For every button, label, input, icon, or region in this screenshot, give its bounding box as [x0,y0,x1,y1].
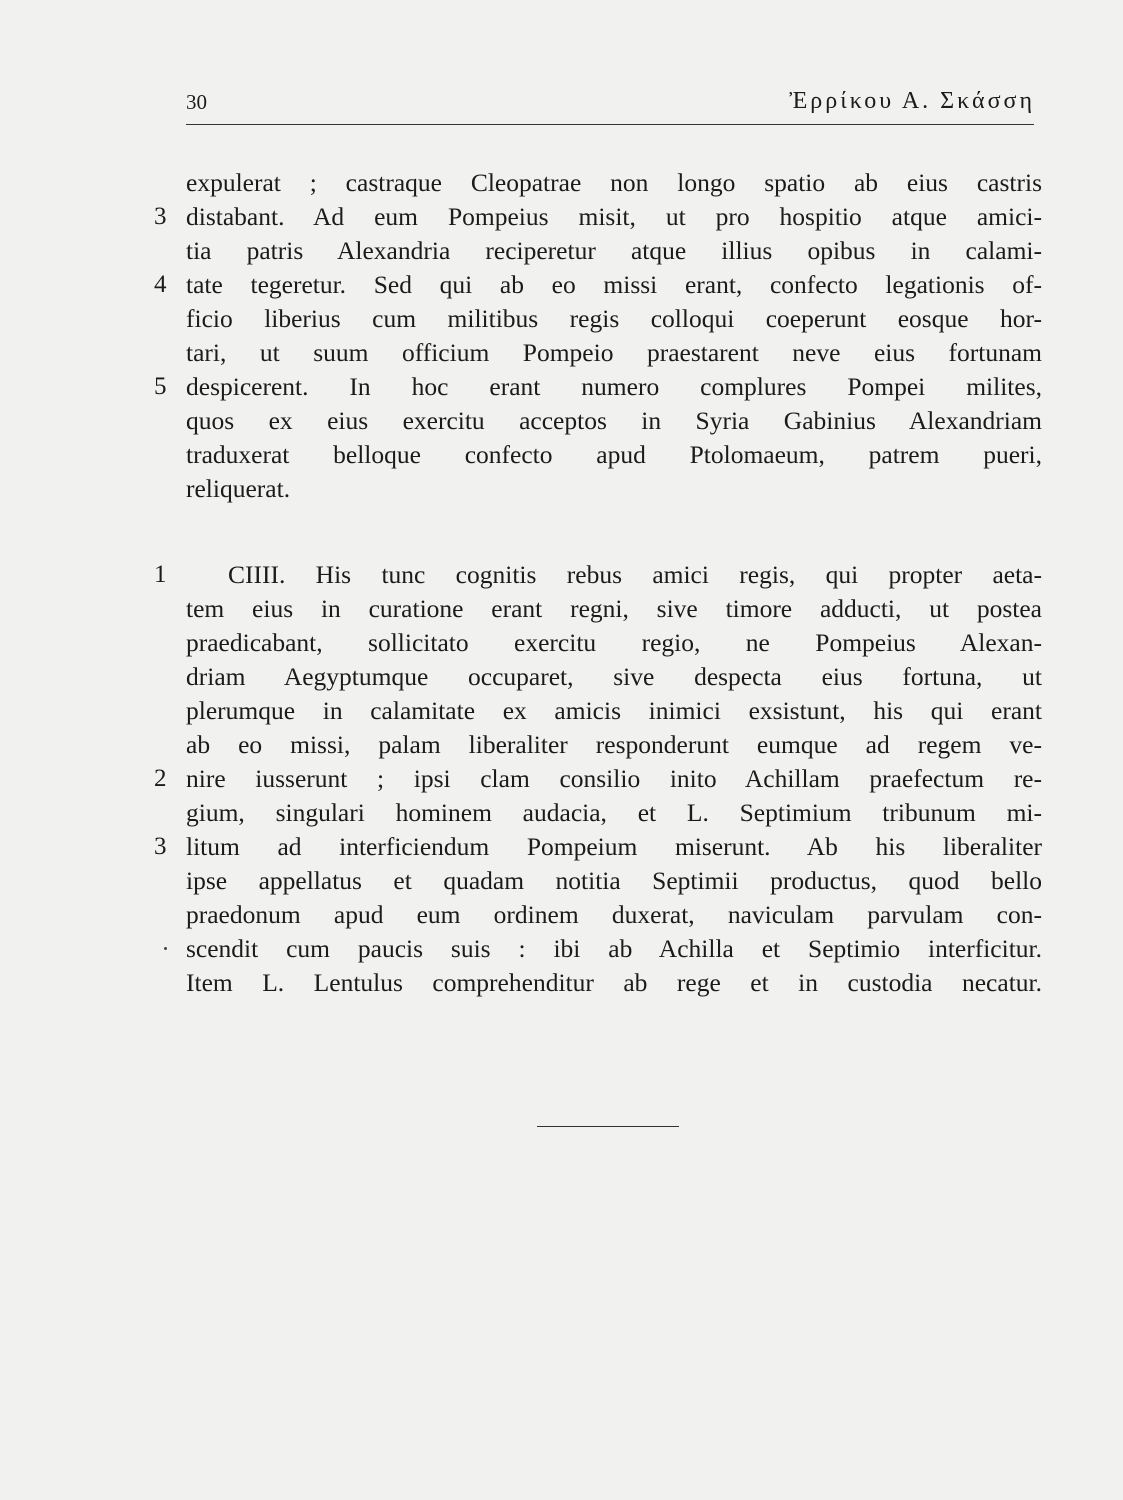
text-line: traduxerat belloque confecto apud Ptolomaeum, patrem pueri, [186,440,1042,469]
text-line: tem eius in curatione erant regni, sive timore adducti, ut postea [186,594,1042,623]
text-block [154,166,1042,1000]
text-line: 2 nire iusserunt ; ipsi clam consilio inito Achillam praefectum re- [186,762,1042,796]
text-line: praedonum apud eum ordinem duxerat, naviculam parvulam con- [186,900,1042,929]
text-line: Item L. Lentulus comprehenditur ab rege et in custodia necatur. [186,968,1042,997]
text-line: ab eo missi, palam liberaliter responderunt eumque ad regem ve- [186,730,1042,759]
margin-section-number: 5 [154,373,167,400]
margin-section-number: 4 [154,271,167,298]
text-line: quos ex eius exercitu acceptos in Syria Gabinius Alexandriam [186,406,1042,435]
text-line: tari, ut suum officium Pompeio praestarent neve eius fortunam [186,338,1042,367]
header-rule [186,124,1034,125]
text-line: ipse appellatus et quadam notitia Septimii productus, quod bello [186,866,1042,895]
text-line: ficio liberius cum militibus regis colloqui coeperunt eosque hor- [186,304,1042,333]
chapter-heading-line: 1 CIIII. His tunc cognitis rebus amici regis, qui propter aeta- [186,558,1042,592]
text-line: driam Aegyptumque occuparet, sive despecta eius fortuna, ut [186,662,1042,691]
text-line: tia patris Alexandria reciperetur atque illius opibus in calami- [186,236,1042,265]
running-head: Ἐρρίκου Α. Σκάσση [789,88,1035,114]
text-line: gium, singulari hominem audacia, et L. Septimium tribunum mi- [186,798,1042,827]
margin-section-number: 3 [154,203,167,230]
text-line: praedicabant, sollicitato exercitu regio, ne Pompeius Alexan- [186,628,1042,657]
margin-section-number: 3 [154,833,167,860]
text-line: plerumque in calamitate ex amicis inimici exsistunt, his qui erant [186,696,1042,725]
text-line: 5 despicerent. In hoc erant numero complures Pompei milites, [186,370,1042,404]
text-line: 3 litum ad interficiendum Pompeium miserunt. Ab his liberaliter [186,830,1042,864]
text-line: expulerat ; castraque Cleopatrae non longo spatio ab eius castris [186,168,1042,197]
margin-section-number: 2 [154,765,167,792]
text-line: 4 tate tegeretur. Sed qui ab eo missi erant, confecto legationis of- [186,268,1042,302]
text-line: reliquerat. [186,474,291,503]
section-end-rule [537,1126,679,1127]
margin-section-number: 1 [154,561,167,588]
margin-dot [164,947,167,950]
page-number: 30 [186,90,207,114]
text-line: scendit cum paucis suis : ibi ab Achilla et Septimio interficitur. [186,932,1042,966]
text-line: 3 distabant. Ad eum Pompeius misit, ut pro hospitio atque amici- [186,200,1042,234]
